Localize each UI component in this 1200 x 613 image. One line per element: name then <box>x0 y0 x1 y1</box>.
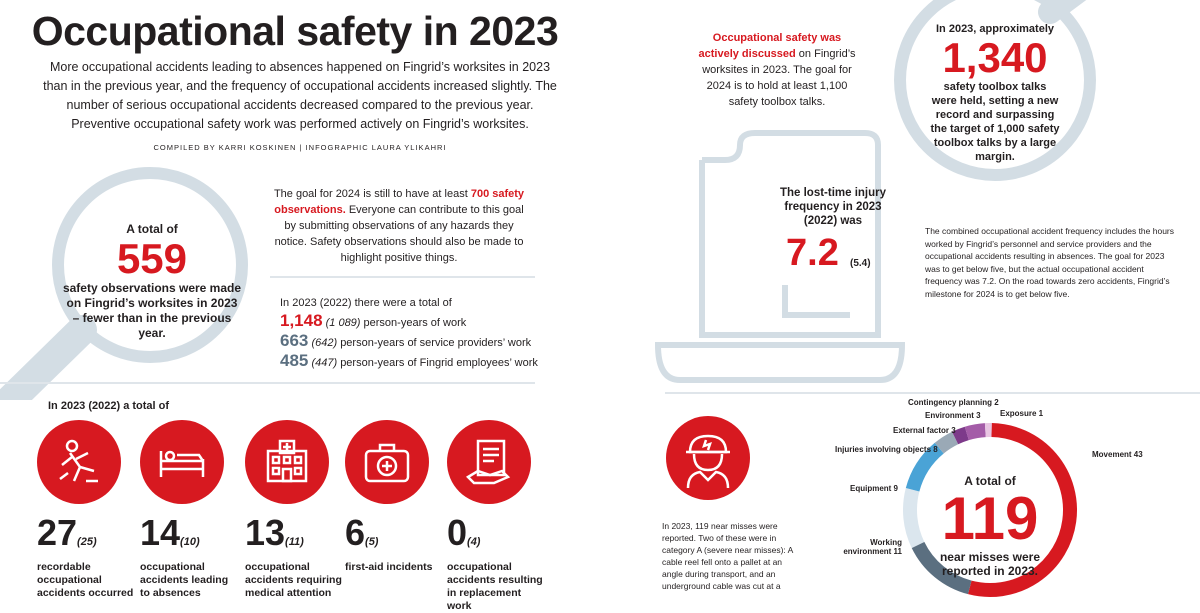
observations-goal: The goal for 2024 is still to have at least 700 safety observations. Everyone can contribute to this goal by submitting observations of any hazards they notice. Safety observations should also be made to highlight positive things. <box>268 186 530 266</box>
document-hand-icon <box>447 420 531 504</box>
first-aid-kit-icon <box>345 420 429 504</box>
toolbox-goal: Occupational safety was actively discussed on Fingrid’s worksites in 2023. The goal for 2024 is to hold at least 1,100 safety toolbox talks. <box>692 30 862 110</box>
credits: COMPILED BY KARRI KOSKINEN | INFOGRAPHIC LAURA YLIKAHRI <box>40 143 560 152</box>
bed-icon <box>140 420 224 504</box>
worker-icon <box>666 416 750 500</box>
lti-label: The lost-time injury frequency in 2023 (2022) was <box>778 186 888 228</box>
falling-person-icon <box>37 420 121 504</box>
accident-item: 6(5) first-aid incidents <box>345 420 445 574</box>
divider <box>0 382 535 384</box>
divider <box>665 392 1200 394</box>
toolbox-total: In 2023, approximately 1,340 safety toolbox talks were held, setting a new record and surpassing the target of 1,000 safety toolbox talks by a large margin. <box>930 22 1060 164</box>
donut-label-contingency: Contingency planning 2 <box>908 398 999 407</box>
donut-slice <box>967 430 986 433</box>
person-years: In 2023 (2022) there were a total of 1,148 (1 089) person-years of work 663 (642) person-years of service providers’ work 485 (447) person-years of Fingrid employees’ work <box>280 294 550 372</box>
near-miss-total: A total of 119 near misses were reported in 2023. <box>920 474 1060 578</box>
accidents-heading: In 2023 (2022) a total of <box>48 400 169 412</box>
lti-prev: (5.4) <box>850 258 871 269</box>
donut-label-equipment: Equipment 9 <box>850 484 898 493</box>
accident-item: 27(25) recordable occupational accidents occurred <box>37 420 137 600</box>
page-title: Occupational safety in 2023 <box>30 8 560 55</box>
donut-slice <box>910 490 918 545</box>
observations-total: A total of 559 safety observations were made on Fingrid’s worksites in 2023 – fewer than in the previous year. <box>62 222 242 341</box>
accident-item: 13(11) occupational accidents requiring medical attention <box>245 420 345 600</box>
intro-text: More occupational accidents leading to absences happened on Fingrid’s worksites in 2023 than in the previous year, and the frequency of occupational accidents increased slightly. The number of serious occupational accidents decreased compared to the previous year. Preventive occupational safety work was performed actively on Fingrid’s worksites. <box>40 58 560 134</box>
donut-label-environment: Environment 3 <box>925 411 981 420</box>
hospital-icon <box>245 420 329 504</box>
combined-frequency-text: The combined occupational accident frequency includes the hours worked by Fingrid’s personnel and service providers and the occupational accidents resulting in absences. The goal for 2023 was to get below five, but the actual occupational accident frequency was 7.2. On the road towards zero accidents, Fingrid’s milestone for 2024 is to get below five. <box>925 225 1175 300</box>
laptop-icon <box>650 125 910 390</box>
donut-label-working-environment: Working environment 11 <box>842 538 902 556</box>
donut-label-objects: Injuries involving objects 8 <box>835 445 938 454</box>
divider <box>270 276 535 278</box>
donut-label-exposure: Exposure 1 <box>1000 409 1043 418</box>
accident-item: 14(10) occupational accidents leading to absences <box>140 420 240 600</box>
lti-value: 7.2 <box>786 232 839 275</box>
near-miss-text: In 2023, 119 near misses were reported. Two of these were in category A (severe near misses): A cable reel fell onto a pallet at an angle during transport, and an underground cable was cut at a <box>662 520 794 592</box>
donut-slice <box>955 433 967 438</box>
donut-label-movement: Movement 43 <box>1092 450 1143 459</box>
donut-slice <box>939 438 955 448</box>
accident-item: 0(4) occupational accidents resulting in replacement work <box>447 420 547 613</box>
donut-label-external: External factor 3 <box>893 426 956 435</box>
